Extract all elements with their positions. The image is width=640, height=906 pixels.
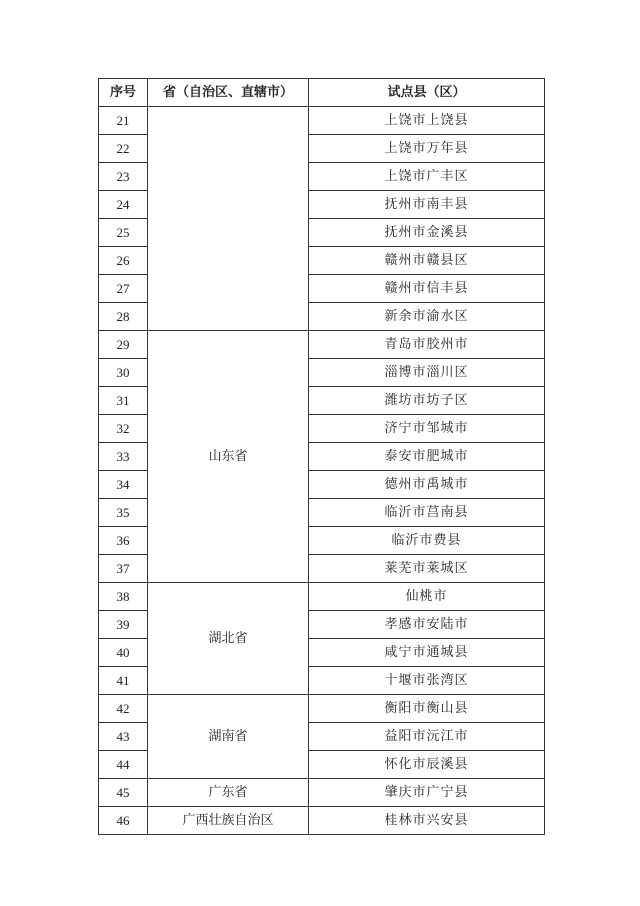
row-county: 德州市禹城市	[309, 471, 545, 499]
row-serial: 22	[99, 135, 148, 163]
header-serial: 序号	[99, 79, 148, 107]
row-county: 赣州市信丰县	[309, 275, 545, 303]
row-serial: 33	[99, 443, 148, 471]
row-county: 孝感市安陆市	[309, 611, 545, 639]
province-cell	[148, 107, 309, 331]
province-cell: 广东省	[148, 779, 309, 807]
row-serial: 44	[99, 751, 148, 779]
header-row	[99, 79, 545, 107]
row-county: 临沂市莒南县	[309, 499, 545, 527]
row-county: 抚州市南丰县	[309, 191, 545, 219]
table-row	[99, 695, 545, 723]
row-serial: 43	[99, 723, 148, 751]
table-row	[99, 583, 545, 611]
row-serial: 41	[99, 667, 148, 695]
row-county: 仙桃市	[309, 583, 545, 611]
row-county: 淄博市淄川区	[309, 359, 545, 387]
header-county: 试点县（区）	[309, 79, 545, 107]
table-body	[99, 107, 545, 835]
row-serial: 21	[99, 107, 148, 135]
row-county: 上饶市上饶县	[309, 107, 545, 135]
province-cell: 广西壮族自治区	[148, 807, 309, 835]
table-row	[99, 107, 545, 135]
row-county: 临沂市费县	[309, 527, 545, 555]
row-county: 泰安市肥城市	[309, 443, 545, 471]
row-serial: 28	[99, 303, 148, 331]
row-county: 莱芜市莱城区	[309, 555, 545, 583]
row-serial: 40	[99, 639, 148, 667]
row-serial: 34	[99, 471, 148, 499]
table-row	[99, 331, 545, 359]
row-serial: 24	[99, 191, 148, 219]
table-row	[99, 807, 545, 835]
row-county: 济宁市邹城市	[309, 415, 545, 443]
province-cell: 山东省	[148, 331, 309, 583]
row-county: 衡阳市衡山县	[309, 695, 545, 723]
row-county: 怀化市辰溪县	[309, 751, 545, 779]
row-serial: 32	[99, 415, 148, 443]
row-serial: 36	[99, 527, 148, 555]
row-serial: 23	[99, 163, 148, 191]
row-serial: 35	[99, 499, 148, 527]
row-serial: 30	[99, 359, 148, 387]
row-county: 上饶市万年县	[309, 135, 545, 163]
row-county: 新余市渝水区	[309, 303, 545, 331]
row-serial: 25	[99, 219, 148, 247]
row-county: 潍坊市坊子区	[309, 387, 545, 415]
header-province: 省（自治区、直辖市）	[148, 79, 309, 107]
row-serial: 46	[99, 807, 148, 835]
table-row	[99, 779, 545, 807]
row-county: 抚州市金溪县	[309, 219, 545, 247]
row-county: 上饶市广丰区	[309, 163, 545, 191]
row-serial: 37	[99, 555, 148, 583]
province-cell: 湖北省	[148, 583, 309, 695]
province-cell: 湖南省	[148, 695, 309, 779]
row-county: 咸宁市通城县	[309, 639, 545, 667]
row-serial: 45	[99, 779, 148, 807]
row-serial: 39	[99, 611, 148, 639]
pilot-county-table	[98, 78, 545, 835]
row-county: 赣州市赣县区	[309, 247, 545, 275]
row-county: 十堰市张湾区	[309, 667, 545, 695]
row-serial: 26	[99, 247, 148, 275]
row-serial: 42	[99, 695, 148, 723]
row-county: 青岛市胶州市	[309, 331, 545, 359]
row-county: 益阳市沅江市	[309, 723, 545, 751]
row-serial: 31	[99, 387, 148, 415]
row-county: 肇庆市广宁县	[309, 779, 545, 807]
row-serial: 29	[99, 331, 148, 359]
row-serial: 27	[99, 275, 148, 303]
row-county: 桂林市兴安县	[309, 807, 545, 835]
row-serial: 38	[99, 583, 148, 611]
